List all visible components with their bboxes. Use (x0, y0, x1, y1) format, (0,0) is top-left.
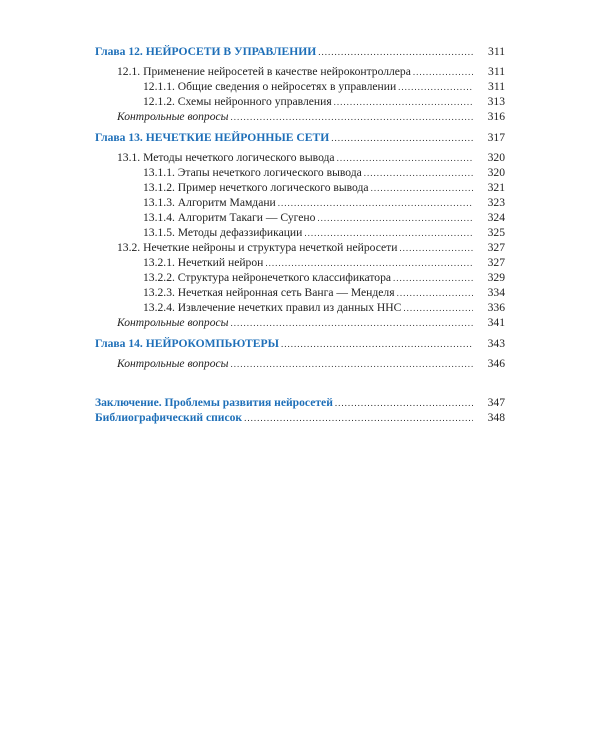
page-number: 320 (487, 166, 505, 179)
chapter-name: НЕЧЕТКИЕ НЕЙРОННЫЕ СЕТИ (145, 131, 330, 144)
chapter-label: Глава 13. (95, 131, 143, 144)
entry-title: 13.2.3. Нечеткая нейронная сеть Ванга — Менделя (143, 286, 395, 299)
page-number: 343 (487, 337, 505, 350)
toc-subsection-12-1-1[interactable] (95, 79, 505, 94)
page-number: 334 (487, 286, 505, 299)
dot-leader (318, 45, 473, 60)
dot-leader (399, 241, 473, 256)
entry-title: 13.2. Нечеткие нейроны и структура нечеткой нейросети (117, 241, 398, 254)
entry-title: 13.1.4. Алгоритм Такаги — Сугено (143, 211, 316, 224)
page-number: 327 (487, 241, 505, 254)
toc-subsection-13-2-4[interactable] (95, 300, 505, 315)
entry-title: 13.1.1. Этапы нечеткого логического вывода (143, 166, 362, 179)
entry-title: Заключение. Проблемы развития нейросетей (95, 396, 333, 409)
dot-leader (413, 65, 473, 80)
table-of-contents (95, 44, 505, 425)
dot-leader (334, 95, 473, 110)
toc-chapter-13[interactable] (95, 130, 505, 145)
toc-section-13-1[interactable] (95, 150, 505, 165)
toc-conclusion[interactable] (95, 395, 505, 410)
entry-title: 12.1.2. Схемы нейронного управления (143, 95, 332, 108)
entry-title: Контрольные вопросы (117, 110, 229, 123)
chapter-title (95, 44, 316, 59)
entry-title: 12.1. Применение нейросетей в качестве нейроконтроллера (117, 65, 411, 78)
entry-title: 13.2.1. Нечеткий нейрон (143, 256, 264, 269)
toc-subsection-13-1-4[interactable] (95, 210, 505, 225)
dot-leader (337, 151, 473, 166)
page-number: 311 (488, 80, 505, 93)
toc-subsection-13-2-2[interactable] (95, 270, 505, 285)
dot-leader (397, 286, 473, 301)
entry-title: Библиографический список (95, 411, 243, 424)
toc-chapter-12[interactable] (95, 44, 505, 59)
dot-leader (364, 166, 473, 181)
toc-chapter-14[interactable] (95, 336, 505, 351)
page-number: 347 (487, 396, 505, 409)
page-number: 346 (487, 357, 505, 370)
dot-leader (371, 181, 473, 196)
page-number: 329 (487, 271, 505, 284)
dot-leader (231, 110, 473, 125)
chapter-title (95, 336, 279, 351)
page-number: 341 (487, 316, 505, 329)
page-number: 311 (488, 45, 505, 58)
page-number: 317 (487, 131, 505, 144)
dot-leader (244, 411, 473, 426)
chapter-name: НЕЙРОСЕТИ В УПРАВЛЕНИИ (145, 45, 317, 58)
page-number: 336 (487, 301, 505, 314)
toc-subsection-13-1-3[interactable] (95, 195, 505, 210)
dot-leader (335, 396, 473, 411)
toc-subsection-13-2-1[interactable] (95, 255, 505, 270)
chapter-name: НЕЙРОКОМПЬЮТЕРЫ (145, 337, 279, 350)
entry-title: 13.2.2. Структура нейронечеткого классификатора (143, 271, 392, 284)
toc-subsection-13-1-1[interactable] (95, 165, 505, 180)
dot-leader (231, 357, 473, 372)
entry-title: 13.2.4. Извлечение нечетких правил из данных ННС (143, 301, 402, 314)
chapter-title (95, 130, 329, 145)
dot-leader (393, 271, 473, 286)
toc-bibliography[interactable] (95, 410, 505, 425)
entry-title: Контрольные вопросы (117, 357, 229, 370)
page-number: 348 (487, 411, 505, 424)
toc-questions-13[interactable] (95, 315, 505, 330)
entry-title: 13.1.5. Методы дефаззификации (143, 226, 303, 239)
page-number: 320 (487, 151, 505, 164)
page-number: 313 (487, 95, 505, 108)
toc-subsection-13-1-5[interactable] (95, 225, 505, 240)
chapter-label: Глава 12. (95, 45, 143, 58)
toc-questions-14[interactable] (95, 356, 505, 371)
dot-leader (398, 80, 473, 95)
entry-title: 13.1.2. Пример нечеткого логического вывода (143, 181, 369, 194)
dot-leader (304, 226, 473, 241)
toc-section-12-1[interactable] (95, 64, 505, 79)
page-number: 311 (488, 65, 505, 78)
entry-title: 12.1.1. Общие сведения о нейросетях в управлении (143, 80, 397, 93)
page-number: 324 (487, 211, 505, 224)
toc-subsection-12-1-2[interactable] (95, 94, 505, 109)
dot-leader (278, 196, 473, 211)
toc-section-13-2[interactable] (95, 240, 505, 255)
toc-questions-12[interactable] (95, 109, 505, 124)
dot-leader (331, 131, 473, 146)
entry-title: 13.1.3. Алгоритм Мамдани (143, 196, 276, 209)
toc-subsection-13-1-2[interactable] (95, 180, 505, 195)
chapter-label: Глава 14. (95, 337, 143, 350)
page-number: 316 (487, 110, 505, 123)
dot-leader (265, 256, 473, 271)
dot-leader (281, 337, 473, 352)
dot-leader (317, 211, 473, 226)
dot-leader (231, 316, 473, 331)
page-number: 327 (487, 256, 505, 269)
page-number: 325 (487, 226, 505, 239)
toc-subsection-13-2-3[interactable] (95, 285, 505, 300)
entry-title: 13.1. Методы нечеткого логического вывода (117, 151, 335, 164)
dot-leader (403, 301, 473, 316)
entry-title: Контрольные вопросы (117, 316, 229, 329)
page-number: 321 (487, 181, 505, 194)
page-number: 323 (487, 196, 505, 209)
